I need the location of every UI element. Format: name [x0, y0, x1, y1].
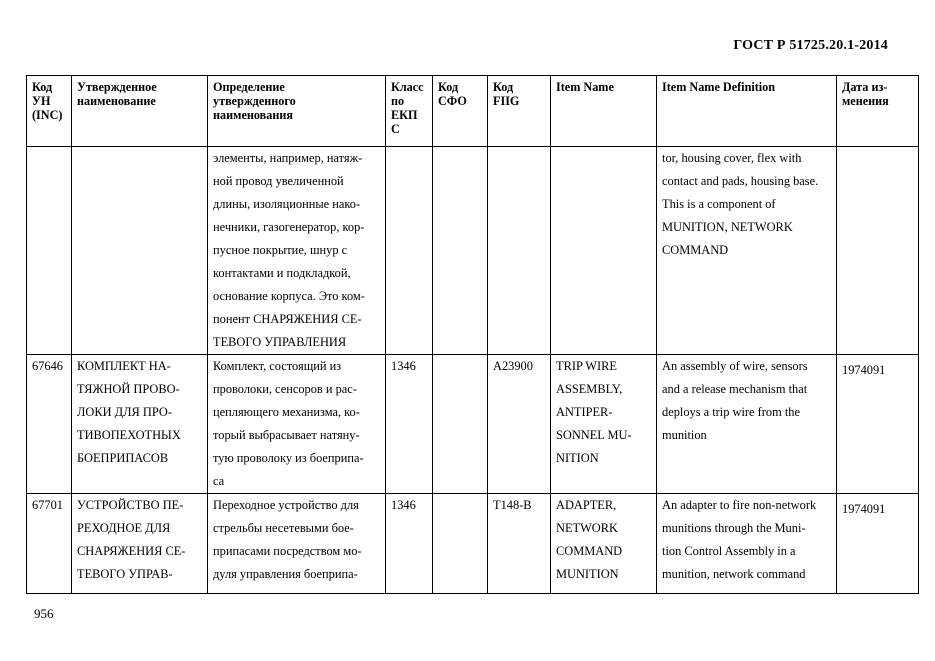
cell-text-line: T148-B	[493, 498, 532, 512]
fiig-cell	[488, 355, 551, 494]
name-cell	[72, 355, 208, 494]
table-row	[27, 147, 919, 355]
cell-text-line: КОМПЛЕКТ НА-	[77, 359, 171, 373]
cell-text-line: tion Control Assembly in a	[662, 544, 796, 558]
table-row	[27, 355, 919, 494]
cell-text-line: ТЕВОГО УПРАВЛЕНИЯ	[213, 335, 347, 349]
name-cell	[72, 494, 208, 594]
definition-cell	[208, 494, 386, 594]
cell-text-line: Переходное устройство для	[213, 498, 359, 512]
header-item-name	[551, 76, 657, 147]
header-text-line: наименование	[77, 94, 156, 108]
cell-text-line: ЛОКИ ДЛЯ ПРО-	[77, 405, 172, 419]
definition-cell	[208, 355, 386, 494]
cell-text-line: контактами и подкладкой,	[213, 266, 351, 280]
cell-text-line: понент СНАРЯЖЕНИЯ СЕ-	[213, 312, 362, 326]
cell-text-line: This is a component of	[662, 197, 776, 211]
table-body	[27, 147, 919, 594]
cell-text-line: NITION	[556, 451, 599, 465]
cell-text-line: and a release mechanism that	[662, 382, 808, 396]
header-text-line: менения	[842, 94, 889, 108]
cell-text-line: нечники, газогенератор, кор-	[213, 220, 365, 234]
cell-text-line: ТЕВОГО УПРАВ-	[77, 567, 173, 581]
cell-text-line: 1974091	[842, 502, 886, 516]
cell-text-line: БОЕПРИПАСОВ	[77, 451, 169, 465]
cell-text-line: стрельбы несетевыми бое-	[213, 521, 354, 535]
cell-text-line: цепляющего механизма, ко-	[213, 405, 360, 419]
cell-text-line: дуля управления боеприпа-	[213, 567, 358, 581]
date-cell	[837, 147, 919, 355]
cell-text-line: основание корпуса. Это ком-	[213, 289, 365, 303]
cell-text-line: УСТРОЙСТВО ПЕ-	[77, 498, 184, 512]
cell-text-line: ANTIPER-	[556, 405, 613, 419]
class-cell	[386, 494, 433, 594]
cell-text-line: munitions through the Muni-	[662, 521, 806, 535]
cell-text-line: ADAPTER,	[556, 498, 617, 512]
class-cell	[386, 355, 433, 494]
header-text-line: по	[391, 94, 405, 108]
name-cell	[72, 147, 208, 355]
cell-text-line: An assembly of wire, sensors	[662, 359, 808, 373]
date-cell	[837, 355, 919, 494]
date-cell	[837, 494, 919, 594]
cell-text-line: COMMAND	[556, 544, 623, 558]
header-text-line: СФО	[438, 94, 467, 108]
class-cell	[386, 147, 433, 355]
sfo-cell	[433, 494, 488, 594]
cell-text-line: munition	[662, 428, 707, 442]
cell-text-line: тую проволоку из боеприпа-	[213, 451, 364, 465]
cell-text-line: An adapter to fire non-network	[662, 498, 817, 512]
cell-text-line: A23900	[493, 359, 533, 373]
cell-text-line: ТИВОПЕХОТНЫХ	[77, 428, 181, 442]
header-item-def	[657, 76, 837, 147]
cell-text-line: 1346	[391, 359, 416, 373]
header-text-line: FIIG	[493, 94, 520, 108]
header-text-line: Утвержденное	[77, 80, 157, 94]
header-date	[837, 76, 919, 147]
inc-cell	[27, 494, 72, 594]
sfo-cell	[433, 355, 488, 494]
cell-text-line: Комплект, состоящий из	[213, 359, 342, 373]
fiig-cell	[488, 147, 551, 355]
cell-text-line: 1346	[391, 498, 416, 512]
cell-text-line: пусное покрытие, шнур с	[213, 243, 348, 257]
header-text-line: УН	[32, 94, 51, 108]
header-definition	[208, 76, 386, 147]
cell-text-line: MUNITION, NETWORK	[662, 220, 793, 234]
cell-text-line: СНАРЯЖЕНИЯ СЕ-	[77, 544, 186, 558]
cell-text-line: РЕХОДНОЕ ДЛЯ	[77, 521, 171, 535]
inc-cell	[27, 147, 72, 355]
catalog-table	[26, 75, 919, 594]
cell-text-line: NETWORK	[556, 521, 618, 535]
header-text-line: Item Name	[556, 80, 614, 94]
header-text-line: Код	[438, 80, 459, 94]
cell-text-line: MUNITION	[556, 567, 619, 581]
document-standard-header: ГОСТ Р 51725.20.1-2014	[733, 38, 888, 53]
header-text-line: Код	[32, 80, 53, 94]
header-text-line: Класс	[391, 80, 424, 94]
header-name	[72, 76, 208, 147]
cell-text-line: SONNEL MU-	[556, 428, 632, 442]
item-def-cell	[657, 147, 837, 355]
header-text-line: С	[391, 122, 400, 136]
header-text-line: Дата из-	[842, 80, 888, 94]
cell-text-line: торый выбрасывает натяну-	[213, 428, 360, 442]
item-name-cell	[551, 355, 657, 494]
cell-text-line: 67701	[32, 498, 63, 512]
cell-text-line: ASSEMBLY,	[556, 382, 623, 396]
header-text-line: наименования	[213, 108, 293, 122]
item-def-cell	[657, 355, 837, 494]
header-fiig	[488, 76, 551, 147]
inc-cell	[27, 355, 72, 494]
item-def-cell	[657, 494, 837, 594]
definition-cell	[208, 147, 386, 355]
item-name-cell	[551, 147, 657, 355]
fiig-cell	[488, 494, 551, 594]
cell-text-line: COMMAND	[662, 243, 729, 257]
cell-text-line: проволоки, сенсоров и рас-	[213, 382, 357, 396]
header-inc	[27, 76, 72, 147]
header-text-line: (INC)	[32, 108, 63, 122]
header-text-line: Item Name Definition	[662, 80, 776, 94]
table-row	[27, 494, 919, 594]
cell-text-line: munition, network command	[662, 567, 806, 581]
cell-text-line: tor, housing cover, flex with	[662, 151, 802, 165]
sfo-cell	[433, 147, 488, 355]
header-text-line: Определение	[213, 80, 285, 94]
cell-text-line: ТЯЖНОЙ ПРОВО-	[77, 382, 180, 396]
cell-text-line: элементы, например, натяж-	[213, 151, 363, 165]
cell-text-line: contact and pads, housing base.	[662, 174, 819, 188]
page-number: 956	[34, 606, 54, 621]
header-text-line: Код	[493, 80, 514, 94]
cell-text-line: deploys a trip wire from the	[662, 405, 800, 419]
cell-text-line: TRIP WIRE	[556, 359, 617, 373]
cell-text-line: ной провод увеличенной	[213, 174, 344, 188]
cell-text-line: припасами посредством мо-	[213, 544, 362, 558]
cell-text-line: са	[213, 474, 225, 488]
cell-text-line: 67646	[32, 359, 63, 373]
item-name-cell	[551, 494, 657, 594]
table-header-row	[27, 76, 919, 147]
cell-text-line: 1974091	[842, 363, 886, 377]
header-text-line: утвержденного	[213, 94, 296, 108]
cell-text-line: длины, изоляционные нако-	[213, 197, 361, 211]
header-class	[386, 76, 433, 147]
header-sfo	[433, 76, 488, 147]
header-text-line: ЕКП	[391, 108, 418, 122]
